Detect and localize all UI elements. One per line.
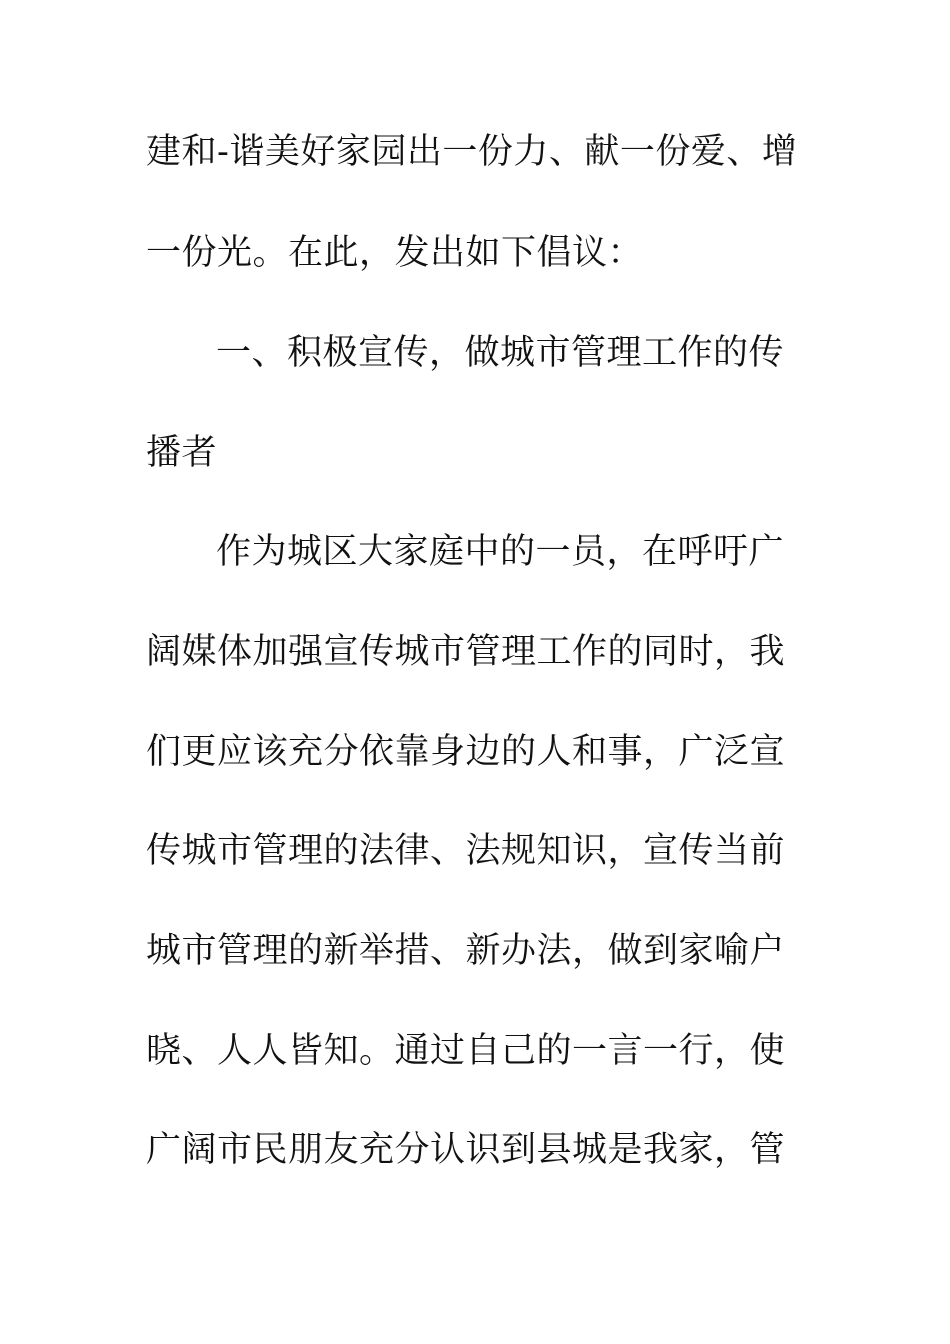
body-text-line: 阔媒体加强宣传城市管理工作的同时，我 [146,632,786,672]
body-text-line: 晓、人人皆知。通过自己的一言一行，使 [146,1031,786,1071]
body-text-line: 作为城区大家庭中的一员，在呼吁广 [216,532,785,572]
body-text-line: 城市管理的新举措、新办法，做到家喻户 [146,931,786,971]
body-text-line: 传城市管理的法律、法规知识，宣传当前 [146,831,786,871]
section-heading-line: 一、积极宣传，做城市管理工作的传 [216,333,785,373]
body-text-line: 建和-谐美好家园出一份力、献一份爱、增 [146,132,798,172]
body-text-line: 广阔市民朋友充分认识到县城是我家，管 [146,1130,786,1170]
body-text-line: 一份光。在此，发出如下倡议： [146,233,644,273]
section-heading-line: 播者 [146,433,218,473]
body-text-line: 们更应该充分依靠身边的人和事，广泛宣 [146,732,786,772]
